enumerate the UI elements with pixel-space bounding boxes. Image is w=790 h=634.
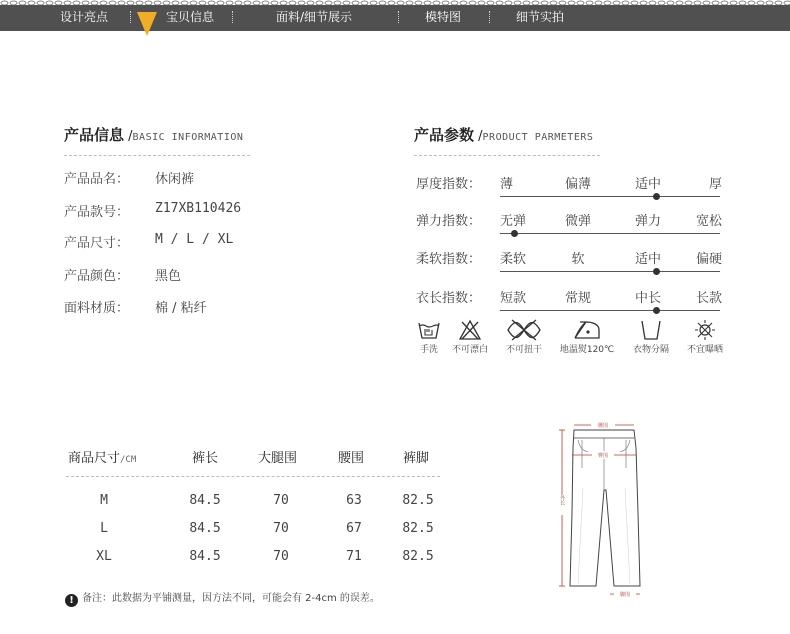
care-item <box>412 318 446 355</box>
param-option: 宽松 <box>695 214 722 229</box>
param-option: 常规 <box>564 291 591 306</box>
param-scale-line <box>500 271 720 272</box>
params-title: 产品参数 /PRODUCT PARMETERS <box>414 126 594 144</box>
param-option: 偏薄 <box>564 177 591 192</box>
basic-info-label: 产品颜色： <box>64 269 130 284</box>
param-option: 薄 <box>500 177 514 192</box>
param-option: 弹力 <box>634 214 661 229</box>
diagram-length-label: 外长 <box>559 495 565 505</box>
size-cell: 67 <box>346 521 362 536</box>
param-option: 适中 <box>634 252 661 267</box>
size-cell: 82.5 <box>402 549 434 564</box>
size-cell: 70 <box>273 521 289 536</box>
care-item <box>446 318 494 355</box>
param-option: 短款 <box>500 291 527 306</box>
param-option: 软 <box>571 252 585 267</box>
care-item <box>626 318 676 355</box>
param-option: 柔软 <box>500 252 527 267</box>
basic-info-value: M / L / XL <box>155 232 234 247</box>
size-cell: 70 <box>273 549 289 564</box>
nav-item-detail[interactable]: 细节实拍 <box>515 10 564 24</box>
divider <box>414 155 600 156</box>
care-label: 不可扭干 <box>505 345 542 355</box>
param-option: 厚 <box>708 177 722 192</box>
size-cell: 84.5 <box>189 549 221 564</box>
warning-icon: ! <box>65 594 78 607</box>
divider <box>64 155 250 156</box>
no-wring-icon <box>504 318 544 342</box>
basic-info-value: 黑色 <box>155 269 182 284</box>
basic-info-label: 产品尺寸： <box>64 236 130 251</box>
hand-wash-icon <box>417 318 441 342</box>
size-table-unit: /CM <box>120 455 137 465</box>
nav-separator <box>232 11 233 23</box>
measurement-note <box>65 589 380 607</box>
param-option: 中长 <box>634 291 661 306</box>
param-scale-line <box>500 196 720 197</box>
param-option: 偏硬 <box>695 252 722 267</box>
size-table-title: 商品尺寸 <box>68 451 121 466</box>
divider <box>66 476 440 477</box>
nav-item-model[interactable]: 模特图 <box>424 10 461 24</box>
diagram-waist-label: 腰围 <box>597 423 609 429</box>
nav-separator <box>130 11 131 23</box>
diagram-thigh-label: 臀围 <box>597 453 609 459</box>
size-col-header: 腰围 <box>338 451 365 466</box>
pants-diagram <box>548 418 660 604</box>
low-iron-icon <box>572 318 602 342</box>
basic-info-value: Z17XB110426 <box>155 201 242 216</box>
size-cell: 63 <box>346 493 362 508</box>
separate-wash-icon <box>639 318 663 342</box>
params-subtitle: PRODUCT PARMETERS <box>482 132 594 143</box>
no-bleach-icon <box>458 318 482 342</box>
size-cell: 82.5 <box>402 521 434 536</box>
size-col-header: 裤长 <box>192 451 219 466</box>
nav-item-fabric[interactable]: 面料/细节展示 <box>275 10 353 24</box>
param-indicator-dot <box>653 193 660 200</box>
nav-bar <box>0 5 790 31</box>
basic-info-subtitle: BASIC INFORMATION <box>132 132 244 143</box>
param-option: 适中 <box>634 177 661 192</box>
size-cell: 71 <box>346 549 362 564</box>
nav-separator <box>489 11 490 23</box>
care-item <box>680 318 730 355</box>
param-indicator-dot <box>653 307 660 314</box>
nav-separator <box>398 11 399 23</box>
care-item <box>500 318 548 355</box>
param-indicator-dot <box>511 230 518 237</box>
care-label: 地温熨120℃ <box>559 345 615 355</box>
nav-item-design[interactable]: 设计亮点 <box>59 10 108 24</box>
size-cell: 84.5 <box>189 493 221 508</box>
size-cell: 82.5 <box>402 493 434 508</box>
note-text: 备注：此数据为平铺测量，因方法不同，可能会有 2-4cm 的误差。 <box>82 593 380 604</box>
diagram-hem-label: 脚围 <box>619 592 631 598</box>
nav-item-info[interactable]: 宝贝信息 <box>165 10 214 24</box>
param-label: 衣长指数： <box>416 291 482 306</box>
param-option: 微弹 <box>564 214 591 229</box>
size-col-header: 大腿围 <box>258 451 298 466</box>
param-label: 厚度指数： <box>416 177 482 192</box>
param-option: 无弹 <box>500 214 527 229</box>
size-col-header: 裤脚 <box>403 451 430 466</box>
basic-info-label: 产品品名： <box>64 172 130 187</box>
param-label: 弹力指数： <box>416 214 482 229</box>
size-label: M <box>100 493 108 508</box>
care-label: 不宜曝晒 <box>686 345 723 355</box>
size-cell: 70 <box>273 493 289 508</box>
basic-info-value: 休闲裤 <box>155 172 195 187</box>
basic-info-title-text: 产品信息 <box>64 126 125 144</box>
size-label: L <box>100 521 108 536</box>
param-indicator-dot <box>653 268 660 275</box>
param-label: 柔软指数： <box>416 252 482 267</box>
basic-info-value: 棉 / 粘纤 <box>155 301 207 316</box>
param-scale-line <box>500 310 720 311</box>
size-label: XL <box>96 549 112 564</box>
care-label: 衣物分隔 <box>632 345 669 355</box>
size-cell: 84.5 <box>189 521 221 536</box>
no-sun-dry-icon <box>693 318 717 342</box>
basic-info-label: 产品款号： <box>64 205 130 220</box>
size-table-header <box>68 447 136 466</box>
active-tab-marker <box>137 12 157 36</box>
care-label: 不可漂白 <box>451 345 488 355</box>
care-label: 手洗 <box>419 345 438 355</box>
params-title-text: 产品参数 <box>414 126 475 144</box>
basic-info-title: 产品信息 /BASIC INFORMATION <box>64 126 244 144</box>
param-scale-line <box>500 233 720 234</box>
care-item <box>556 318 618 355</box>
param-option: 长款 <box>695 291 722 306</box>
basic-info-label: 面料材质： <box>64 301 130 316</box>
